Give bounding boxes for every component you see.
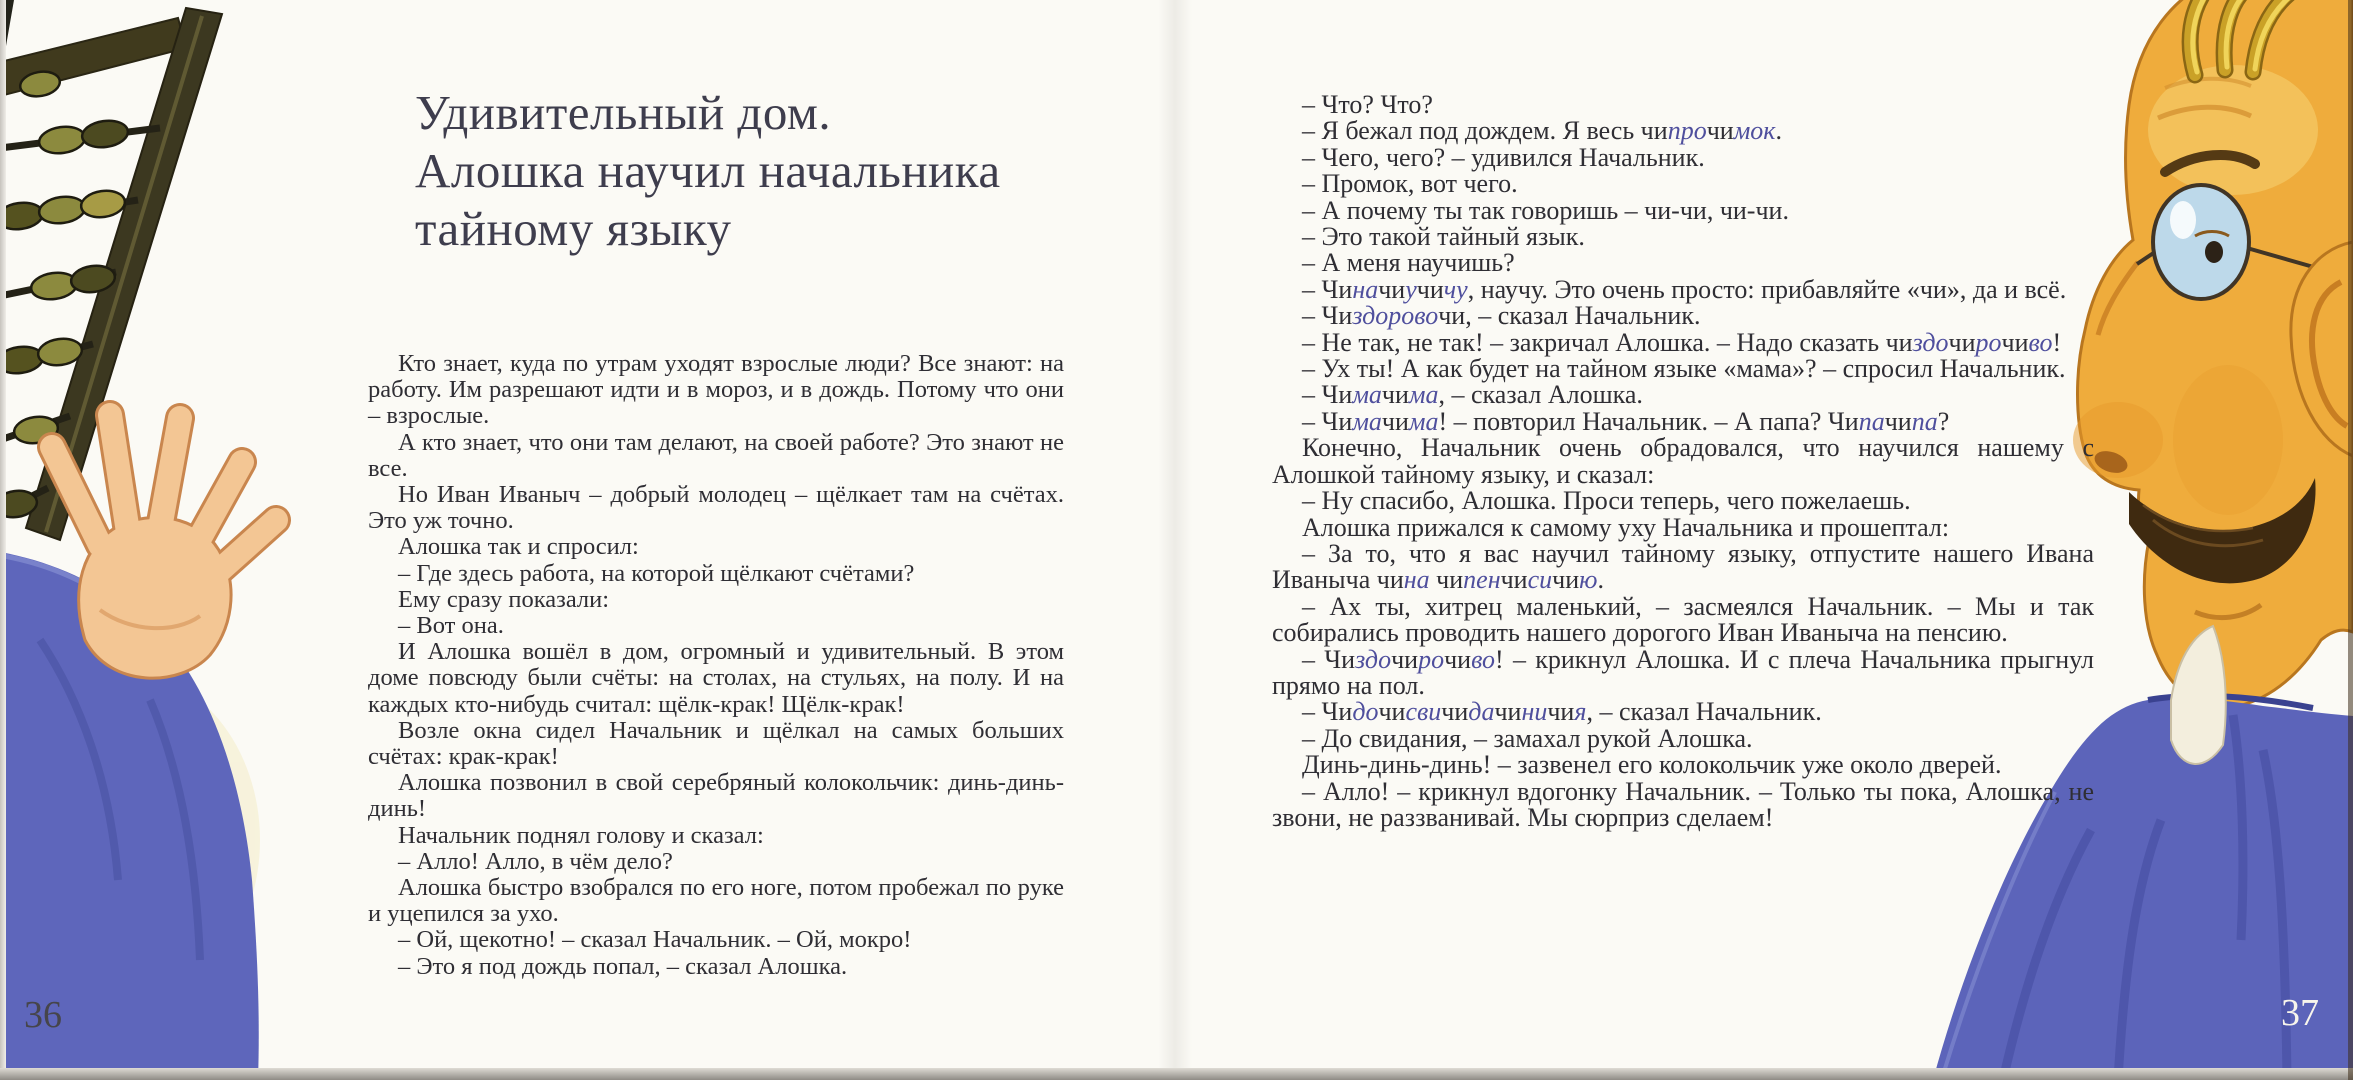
secret-language-syllable: здорово bbox=[1352, 301, 1439, 331]
paragraph bbox=[1272, 195, 2094, 225]
paragraph bbox=[1272, 723, 2094, 753]
paragraph bbox=[1272, 382, 2094, 408]
secret-language-syllable: здо bbox=[1355, 644, 1392, 674]
text-segment: чи bbox=[1706, 116, 1734, 146]
paragraph bbox=[368, 351, 1064, 430]
text-segment: чи bbox=[1391, 644, 1419, 674]
text-segment: ! – повторил Начальник. – А папа? Чи bbox=[1438, 406, 1859, 436]
paragraph bbox=[1272, 303, 2094, 329]
text-segment: , – сказал Начальник. bbox=[1586, 697, 1822, 727]
paragraph bbox=[368, 561, 1064, 587]
text-segment: – Чи bbox=[1302, 697, 1353, 727]
text-segment: чи bbox=[1381, 380, 1409, 410]
text-segment: чи bbox=[1948, 327, 1976, 357]
paragraph bbox=[1272, 752, 2094, 778]
secret-language-syllable: про bbox=[1667, 116, 1707, 146]
text-segment: . bbox=[1597, 565, 1604, 595]
text-segment: Кто знает, куда по утрам уходят взрослые люди? Все знают: на работу. Им разрешают идти и в мороз, и в дождь. Потому что они – взрослые. bbox=[368, 350, 1064, 430]
text-segment: ! bbox=[2052, 327, 2062, 357]
secret-language-syllable: пен bbox=[1463, 565, 1501, 595]
text-segment: чи bbox=[1444, 644, 1472, 674]
text-segment: – Ну спасибо, Алошка. Проси теперь, чего пожелаешь. bbox=[1302, 486, 1911, 516]
text-segment: Алошка прижался к самому уху Начальника и прошептал: bbox=[1302, 512, 1950, 542]
paragraph bbox=[368, 534, 1064, 560]
secret-language-syllable: ма bbox=[1408, 406, 1439, 436]
text-segment: чи bbox=[2001, 327, 2029, 357]
secret-language-syllable: ро bbox=[1975, 327, 2002, 357]
paragraph bbox=[1272, 171, 2094, 197]
secret-language-syllable: ю bbox=[1579, 565, 1598, 595]
text-segment: . bbox=[1775, 116, 1782, 146]
scan-edge-right bbox=[2348, 0, 2353, 1080]
monocle-lens bbox=[2153, 185, 2249, 299]
text-segment: – За то, что я вас научил тайному языку, отпустите нашего Ивана Иваныча чи bbox=[1272, 538, 2094, 595]
scan-edge-left bbox=[0, 0, 6, 1080]
paragraph bbox=[1272, 538, 2094, 595]
paragraph bbox=[368, 639, 1064, 718]
text-segment: – Где здесь работа, на которой щёлкают счётами? bbox=[398, 559, 915, 587]
left-page-text bbox=[368, 351, 1064, 980]
text-segment: – До свидания, – замахал рукой Алошка. bbox=[1302, 723, 1753, 753]
secret-language-syllable: си bbox=[1527, 565, 1553, 595]
secret-language-syllable: во bbox=[1471, 644, 1496, 674]
text-segment: – А меня научишь? bbox=[1302, 248, 1515, 278]
paragraph bbox=[1272, 488, 2094, 514]
text-segment: – Чи bbox=[1302, 380, 1353, 410]
secret-language-syllable: у bbox=[1405, 274, 1417, 304]
text-segment: – Не так, не так! – закричал Алошка. – Надо сказать чи bbox=[1302, 327, 1913, 357]
text-segment: , – сказал Начальник. bbox=[1465, 301, 1701, 331]
paragraph bbox=[1272, 776, 2094, 832]
text-segment: чи bbox=[1416, 274, 1444, 304]
text-segment: – Чи bbox=[1302, 644, 1356, 674]
paragraph bbox=[1272, 274, 2094, 304]
text-segment: – Это я под дождь попал, – сказал Алошка. bbox=[398, 952, 848, 980]
page-number-left: 36 bbox=[24, 994, 62, 1036]
paragraph bbox=[368, 718, 1064, 770]
paragraph bbox=[1272, 435, 2094, 488]
text-segment: – Алло! – крикнул вдогонку Начальник. – Только ты пока, Алошка, не звони, не раззванивай. Мы сюрприз сделаем! bbox=[1272, 776, 2094, 832]
secret-language-syllable: да bbox=[1468, 697, 1495, 727]
paragraph bbox=[1272, 250, 2094, 276]
text-segment: Возле окна сидел Начальник и щёлкал на самых больших счётах: крак-крак! bbox=[368, 716, 1064, 771]
paragraph bbox=[1272, 224, 2094, 250]
text-segment: – Алло! Алло, в чём дело? bbox=[398, 847, 673, 875]
paragraph bbox=[368, 927, 1064, 953]
paragraph bbox=[1272, 406, 2094, 436]
text-segment: чи bbox=[1552, 565, 1580, 595]
text-segment: чи bbox=[1381, 406, 1409, 436]
text-segment: А кто знает, что они там делают, на своей работе? Это знают не все. bbox=[368, 428, 1064, 482]
page-gutter bbox=[1158, 0, 1192, 1080]
secret-language-syllable: па bbox=[1911, 406, 1938, 436]
text-segment: – Ах ты, хитрец маленький, – засмеялся Начальник. – Мы и так собирались проводить нашего дорогого Иван Иваныча на пенсию. bbox=[1272, 591, 2094, 648]
paragraph bbox=[1272, 644, 2095, 700]
text-segment: – Ой, щекотно! – сказал Начальник. – Ой, мокро! bbox=[398, 926, 912, 954]
left-page bbox=[0, 0, 1176, 1080]
paragraph bbox=[368, 770, 1064, 822]
text-segment: чи bbox=[1441, 697, 1469, 727]
abacus-hand-illustration bbox=[0, 0, 340, 1080]
text-segment: , научу. Это очень просто: прибавляйте «чи», да и всё. bbox=[1467, 274, 2067, 304]
text-segment: Динь-динь-динь! – зазвенел его колокольчик уже около дверей. bbox=[1302, 750, 2002, 780]
text-segment: Ему сразу показали: bbox=[398, 585, 610, 613]
chapter-title-line: тайному языку bbox=[415, 201, 732, 256]
secret-language-syllable: ма bbox=[1352, 380, 1382, 410]
text-segment: – Я бежал под дождем. Я весь чи bbox=[1302, 116, 1668, 146]
text-segment: ? bbox=[1937, 406, 1950, 436]
text-segment: Но Иван Иваныч – добрый молодец – щёлкает там на счётах. Это уж точно. bbox=[368, 481, 1064, 535]
text-segment: Начальник поднял голову и сказал: bbox=[398, 821, 764, 849]
text-segment: – Это такой тайный язык. bbox=[1302, 222, 1585, 252]
paragraph bbox=[1272, 118, 2094, 144]
text-segment: – Чи bbox=[1302, 301, 1353, 331]
chapter-title-line: Удивительный дом. bbox=[415, 85, 832, 140]
secret-language-syllable: во bbox=[2028, 327, 2053, 357]
secret-language-syllable: я bbox=[1574, 697, 1587, 727]
chapter-title-line: Алошка научил начальника bbox=[415, 143, 1001, 198]
text-segment: – Что? Что? bbox=[1302, 90, 1433, 119]
secret-language-syllable: здо bbox=[1912, 327, 1949, 357]
secret-language-syllable: па bbox=[1858, 406, 1885, 436]
text-segment: – Промок, вот чего. bbox=[1302, 169, 1518, 199]
secret-language-syllable: чу bbox=[1443, 274, 1468, 304]
text-segment: чи bbox=[1378, 274, 1406, 304]
paragraph bbox=[1272, 92, 2094, 118]
text-segment: чи bbox=[1429, 565, 1464, 595]
secret-language-syllable: ни bbox=[1521, 697, 1548, 727]
scan-edge-bottom bbox=[0, 1068, 2353, 1080]
text-segment: – А почему ты так говоришь – чи-чи, чи-чи. bbox=[1302, 195, 1789, 225]
secret-language-syllable: до bbox=[1352, 697, 1379, 727]
paragraph bbox=[1272, 591, 2094, 648]
text-segment: чи bbox=[1547, 697, 1575, 727]
text-segment: И Алошка вошёл в дом, огромный и удивительный. В этом доме повсюду были счёты: на столах, на стульях, на полу. И на каждых кто-нибудь считал: щёлк-крак! Щёлк-крак! bbox=[368, 638, 1064, 718]
secret-language-syllable: ма bbox=[1352, 406, 1382, 436]
text-segment: Алошка позвонил в свой серебряный колокольчик: динь-динь-динь! bbox=[368, 769, 1064, 823]
text-segment: Конечно, Начальник очень обрадовался, что научился нашему с Алошкой тайному языку, и сказал: bbox=[1272, 433, 2094, 489]
secret-language-syllable: мок bbox=[1733, 116, 1776, 146]
right-page-text bbox=[1272, 92, 2094, 831]
text-segment: – Чи bbox=[1302, 274, 1353, 304]
paragraph bbox=[1272, 356, 2094, 382]
secret-language-syllable: на bbox=[1403, 565, 1430, 595]
paragraph bbox=[1272, 327, 2094, 357]
secret-language-syllable: сви bbox=[1405, 697, 1442, 727]
paragraph bbox=[368, 613, 1064, 639]
paragraph bbox=[368, 430, 1064, 482]
text-segment: – Ух ты! А как будет на тайном языке «мама»? – спросил Начальник. bbox=[1302, 354, 2066, 384]
secret-language-syllable: ма bbox=[1408, 380, 1439, 410]
paragraph bbox=[368, 482, 1064, 534]
paragraph bbox=[1272, 512, 2094, 542]
page-number-right: 37 bbox=[2281, 992, 2319, 1034]
paragraph bbox=[368, 823, 1064, 849]
text-segment: чи bbox=[1500, 565, 1528, 595]
text-segment: Алошка так и спросил: bbox=[398, 533, 639, 561]
eye bbox=[2205, 241, 2223, 263]
paragraph bbox=[1272, 142, 2094, 172]
paragraph bbox=[1272, 699, 2094, 725]
text-segment: чи bbox=[1494, 697, 1522, 727]
text-segment: – Чего, чего? – удивился Начальник. bbox=[1302, 142, 1705, 172]
paragraph bbox=[368, 875, 1064, 927]
paragraph bbox=[368, 587, 1064, 613]
text-segment: чи bbox=[1884, 406, 1912, 436]
text-segment: – Чи bbox=[1302, 406, 1353, 436]
text-segment: – Вот она. bbox=[398, 612, 504, 640]
paragraph bbox=[368, 954, 1064, 980]
text-segment: , – сказал Алошка. bbox=[1438, 380, 1643, 410]
text-segment: чи bbox=[1438, 301, 1466, 331]
chapter-title bbox=[415, 84, 1175, 258]
text-segment: ! – крикнул Алошка. И с плеча Начальника прыгнул прямо на пол. bbox=[1272, 644, 2095, 700]
secret-language-syllable: на bbox=[1352, 274, 1379, 304]
text-segment: Алошка быстро взобрался по его ноге, потом пробежал по руке и уцепился за ухо. bbox=[368, 874, 1064, 928]
paragraph bbox=[368, 849, 1064, 875]
secret-language-syllable: ро bbox=[1418, 644, 1445, 674]
text-segment: чи bbox=[1378, 697, 1406, 727]
